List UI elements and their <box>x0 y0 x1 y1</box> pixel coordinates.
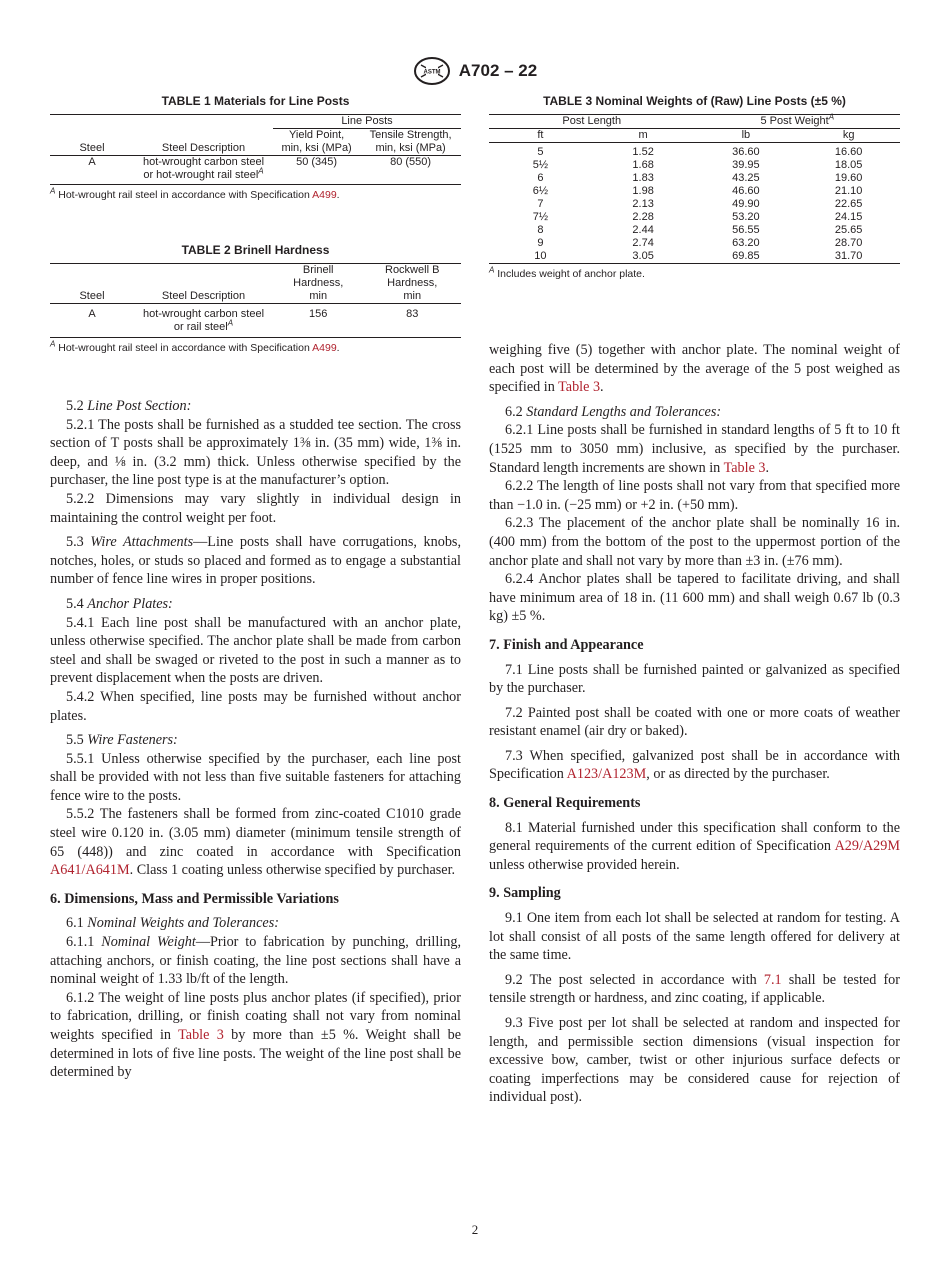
table-3-cell: 49.90 <box>732 198 760 210</box>
left-body-text <box>50 397 461 1082</box>
s8-1-text-a: 8.1 Material furnished under this specification shall conform to the general requirements of the current edition of Specification <box>489 819 900 855</box>
table-3-cell: 3.05 <box>632 250 654 262</box>
document-id: A702 – 22 <box>458 61 538 80</box>
s6-1-num: 6.1 <box>66 915 88 932</box>
table-3-col-m: m <box>638 129 648 141</box>
s9-2-text-b: shall be tested for tensile strength or hardness, and zinc coating, if applicable. <box>489 971 900 1007</box>
s6-2-title: Standard Lengths and Tolerances: <box>526 403 722 420</box>
link-table-3-c[interactable]: Table 3 <box>723 459 766 476</box>
link-table-3-b[interactable]: Table 3 <box>558 379 601 396</box>
table-3-note-sup: A <box>489 265 495 275</box>
table-3-cell: 43.25 <box>732 172 760 184</box>
table-3-cell: 2.44 <box>632 224 654 236</box>
s6-1-2-text-b: by more than ±5 %. Weight shall be determined in lots of five line posts. The weight of the line post shall be determined by <box>50 1027 462 1081</box>
table-3-note <box>489 265 900 280</box>
para-5-4-2: 5.4.2 When specified, line posts may be furnished without anchor plates. <box>50 688 461 724</box>
para-6-1-1 <box>50 933 461 989</box>
s5-3-num: 5.3 <box>66 534 91 551</box>
table-3-row <box>489 224 900 237</box>
para-9-2 <box>489 971 900 1008</box>
table-1-note-end: . <box>336 189 340 201</box>
table-2-col-desc: Steel Description <box>161 290 246 302</box>
s5-5-title: Wire Fasteners: <box>87 732 178 749</box>
page-header <box>0 56 950 86</box>
table-1-block <box>50 94 461 201</box>
table-1-cell-steel: A <box>88 156 96 168</box>
table-3-row <box>489 143 900 160</box>
table-3-col-kg: kg <box>842 129 855 141</box>
table-1-group-header: Line Posts <box>273 115 461 129</box>
table-3-cell: 22.65 <box>834 198 863 210</box>
table-3-cell: 5½ <box>532 159 549 171</box>
table-3-group-weight <box>695 112 901 129</box>
para-5-2-2: 5.2.2 Dimensions may vary slightly in individual design in maintaining the control weight per foot. <box>50 490 461 526</box>
table-3-row <box>489 159 900 172</box>
table-3-cell: 7½ <box>532 211 549 223</box>
para-9-1: 9.1 One item from each lot shall be selected at random for testing. A lot shall consist of all posts of the same length offered for delivery at the same time. <box>489 910 900 964</box>
s5-4-title: Anchor Plates: <box>87 595 173 612</box>
table-2-note-end: . <box>336 342 340 354</box>
table-3-cell: 31.70 <box>834 250 863 262</box>
logo-text: ASTM <box>423 69 441 76</box>
table-3-cell: 19.60 <box>834 172 863 184</box>
section-5-2-heading <box>50 397 461 416</box>
s5-3-text: —Line posts shall have corrugations, knobs, notches, holes, or studs so placed and formed as to engage a substantial number of fence line wires in proper positions. <box>50 534 461 588</box>
table-3-cell: 7 <box>537 198 544 210</box>
table-1-col-desc: Steel Description <box>161 142 246 154</box>
para-5-5-1: 5.5.1 Unless otherwise specified by the purchaser, each line post shall be provided with not less than five suitable fasteners for attaching fence wire to the posts. <box>50 750 461 804</box>
table-3-group-weight-text: 5 Post Weight <box>760 115 829 127</box>
table-3-cell: 46.60 <box>732 185 760 197</box>
table-3-row <box>489 172 900 185</box>
table-3-cell: 1.83 <box>632 172 654 184</box>
table-2-col-rockwell-1: Rockwell B <box>385 264 440 276</box>
table-1-col-yield-1: Yield Point, <box>288 129 345 141</box>
s6-1-1-title: Nominal Weight <box>101 934 196 951</box>
table-1-note-sup: A <box>50 186 56 196</box>
para-6-1-2 <box>50 989 461 1082</box>
table-3-cell: 28.70 <box>834 237 863 249</box>
s5-5-2-text-b: . Class 1 coating unless otherwise specified by purchaser. <box>129 862 456 879</box>
section-6-heading: 6. Dimensions, Mass and Permissible Variations <box>50 890 339 907</box>
table-2-block <box>50 243 461 354</box>
table-3-cell: 24.15 <box>834 211 863 223</box>
table-1-col-steel: Steel <box>79 142 105 154</box>
table-3-cell: 1.68 <box>632 159 654 171</box>
section-7-heading: 7. Finish and Appearance <box>489 636 644 653</box>
right-body-text <box>489 341 900 1107</box>
para-6-2-3: 6.2.3 The placement of the anchor plate shall be nominally 16 in. (400 mm) from the bottom of the post to the uppermost portion of the anchor plate and shall not vary by more than ±3 in. (±76 mm). <box>489 515 900 569</box>
table-1-note-text: Hot-wrought rail steel in accordance with Specification <box>55 189 313 201</box>
para-6-1-2-cont <box>489 341 900 397</box>
section-6-1-heading <box>50 914 461 933</box>
cont-text-b: . <box>600 379 604 396</box>
table-3-row <box>489 237 900 250</box>
table-2-desc2-text: or rail steel <box>173 321 228 333</box>
para-5-2-1: 5.2.1 The posts shall be furnished as a studded tee section. The cross section of T posts shall be approximately 1⅜ in. (35 mm) wide, 1⅜ in. deep, and ⅛ in. (3.2 mm) thick. Unless otherwise specified by the purchaser, the line post type is at the manufacturer’s option. <box>50 416 461 489</box>
table-1-caption: TABLE 1 Materials for Line Posts <box>161 94 350 108</box>
table-2-note-link[interactable]: A499 <box>312 342 337 354</box>
table-2 <box>50 263 461 338</box>
table-3-col-lb: lb <box>741 129 751 141</box>
para-5-3 <box>50 533 461 589</box>
table-3-cell: 2.13 <box>632 198 654 210</box>
table-3-cell: 21.10 <box>834 185 863 197</box>
table-2-col-rockwell-3: min <box>403 290 422 302</box>
table-3-note-text: Includes weight of anchor plate. <box>494 268 645 280</box>
table-2-col-brinell-2: Hardness, <box>293 277 344 289</box>
table-1-cell-desc2 <box>134 166 273 185</box>
table-2-caption: TABLE 2 Brinell Hardness <box>181 243 330 257</box>
para-8-1 <box>489 819 900 875</box>
table-1-desc2-sup: A <box>258 166 264 176</box>
para-9-3: 9.3 Five post per lot shall be selected at random and inspected for length, and permissible section dimensions (visual inspection for excessive bow, camber, twist or other injurious surface defects or coating imperfections may be considered cause for rejection of individual post). <box>489 1015 900 1106</box>
s5-5-num: 5.5 <box>66 732 88 749</box>
table-3-col-ft: ft <box>537 129 544 141</box>
page-number: 2 <box>471 1222 479 1237</box>
table-3-cell: 16.60 <box>834 146 863 158</box>
table-2-note-text: Hot-wrought rail steel in accordance with Specification <box>55 342 313 354</box>
table-2-col-brinell-1: Brinell <box>302 264 334 276</box>
link-7-1[interactable]: 7.1 <box>763 971 782 988</box>
table-3-cell: 1.52 <box>632 146 654 158</box>
section-5-5-heading <box>50 731 461 750</box>
table-2-col-steel: Steel <box>79 290 105 302</box>
table-3-cell: 63.20 <box>732 237 760 249</box>
table-1-note <box>50 186 461 201</box>
table-2-note <box>50 339 461 354</box>
table-3-row <box>489 250 900 264</box>
table-3-cell: 1.98 <box>632 185 654 197</box>
s8-1-text-b: unless otherwise provided herein. <box>489 856 680 873</box>
link-a123[interactable]: A123/A123M <box>566 766 647 783</box>
s5-3-title: Wire Attachments <box>90 534 194 551</box>
table-3-group-length: Post Length <box>562 115 622 127</box>
s6-1-2-text-a: 6.1.2 The weight of line posts plus anchor plates (if specified), prior to fabrication, drilling, or finish coating shall not vary from nominal weights specified in <box>50 989 461 1043</box>
table-1-cell-tensile: 80 (550) <box>390 156 432 168</box>
s6-2-1-text-b: . <box>765 459 770 476</box>
s5-4-num: 5.4 <box>66 595 88 612</box>
section-8-heading: 8. General Requirements <box>489 795 641 812</box>
table-3-row <box>489 198 900 211</box>
table-1-col-tensile-2: min, ksi (MPa) <box>375 142 446 154</box>
astm-logo-icon <box>413 56 451 86</box>
table-3-cell: 25.65 <box>834 224 863 236</box>
table-1-cell-desc1: hot-wrought carbon steel <box>142 156 265 168</box>
table-3-cell: 6 <box>537 172 544 184</box>
s5-2-num: 5.2 <box>66 398 88 414</box>
table-3-cell: 2.74 <box>632 237 654 249</box>
table-3-cell: 9 <box>537 237 544 249</box>
table-3-group-weight-sup: A <box>828 112 835 122</box>
para-6-2-1 <box>489 421 900 477</box>
table-3-cell: 5 <box>537 146 544 158</box>
table-1-desc2-text: or hot-wrought rail steel <box>143 169 259 181</box>
table-3-block <box>489 94 900 280</box>
table-3-cell: 8 <box>537 224 544 236</box>
table-3-caption: TABLE 3 Nominal Weights of (Raw) Line Posts (±5 %) <box>543 94 846 108</box>
table-2-desc2-sup: A <box>227 318 234 328</box>
table-3-cell: 10 <box>534 250 547 262</box>
para-6-2-4: 6.2.4 Anchor plates shall be tapered to facilitate driving, and shall have minimum area of 18 in. (11 600 mm) and shall weigh 0.67 lb (0.3 kg) ±5 %. <box>489 571 900 625</box>
cont-text-a: weighing five (5) together with anchor plate. The nominal weight of each post will be determined by the average of the 5 post weighed as specified in <box>489 342 900 396</box>
table-1-col-yield-2: min, ksi (MPa) <box>281 142 352 154</box>
table-2-cell-desc2 <box>134 318 273 338</box>
table-2-cell-rockwell: 83 <box>406 308 419 320</box>
table-3-cell: 39.95 <box>732 159 760 171</box>
s7-3-text-a: 7.3 When specified, galvanized post shall be in accordance with Specification <box>489 747 900 783</box>
table-3-cell: 2.28 <box>632 211 654 223</box>
s7-3-text-b: , or as directed by the purchaser. <box>646 766 830 783</box>
table-2-note-sup: A <box>50 339 56 349</box>
s6-2-1-text-a: 6.2.1 Line posts shall be furnished in standard lengths of 5 ft to 10 ft (1525 mm to 3050 mm) inclusive, as specified by the purchaser. Standard length increments are shown in <box>489 422 900 476</box>
s6-1-1-text: —Prior to fabrication by punching, drilling, attaching anchors, or finish coating, the line post sections shall have a nominal weight of 1.33 lb/ft of the length. <box>50 934 461 988</box>
table-2-col-rockwell-2: Hardness, <box>387 277 438 289</box>
section-6-2-heading <box>489 403 900 422</box>
table-3-cell: 69.85 <box>732 250 760 262</box>
table-3-cell: 53.20 <box>732 211 760 223</box>
section-5-4-heading <box>50 595 461 614</box>
para-7-3 <box>489 747 900 784</box>
table-2-cell-desc1: hot-wrought carbon steel <box>142 308 265 320</box>
table-3-row <box>489 185 900 198</box>
table-3-cell: 36.60 <box>732 146 760 158</box>
link-table-3-a[interactable]: Table 3 <box>178 1027 224 1043</box>
s9-2-text-a: 9.2 The post selected in accordance with <box>505 971 764 988</box>
table-3 <box>489 114 900 264</box>
table-2-cell-steel: A <box>88 308 96 320</box>
table-3-cell: 56.55 <box>732 224 760 236</box>
para-7-1: 7.1 Line posts shall be furnished painted or galvanized as specified by the purchaser. <box>489 661 900 697</box>
section-9-heading: 9. Sampling <box>489 885 561 902</box>
para-5-5-2 <box>50 805 461 879</box>
table-1-col-tensile-1: Tensile Strength, <box>369 129 452 141</box>
table-1-note-link[interactable]: A499 <box>312 189 337 201</box>
link-a29[interactable]: A29/A29M <box>834 838 900 855</box>
table-3-row <box>489 211 900 224</box>
link-a641[interactable]: A641/A641M <box>50 862 130 879</box>
table-2-cell-brinell: 156 <box>309 308 328 320</box>
s6-1-1-num: 6.1.1 <box>66 934 102 951</box>
table-3-cell: 18.05 <box>834 159 863 171</box>
s6-1-title: Nominal Weights and Tolerances: <box>87 915 279 932</box>
table-3-body <box>489 143 900 264</box>
table-3-cell: 6½ <box>532 185 549 197</box>
para-7-2: 7.2 Painted post shall be coated with one or more coats of weather resistant enamel (air dry or baked). <box>489 704 900 740</box>
s5-5-2-text-a: 5.5.2 The fasteners shall be formed from zinc-coated C1010 grade steel wire 0.120 in. (3.05 mm) diameter (minimum tensile strength of 65 (448)) and zinc coated in accordance with Specification <box>50 806 461 860</box>
table-1 <box>50 114 461 185</box>
para-5-4-1: 5.4.1 Each line post shall be manufactured with an anchor plate, unless otherwise specified. The anchor plate shall be made from carbon steel and shall be swaged or riveted to the post in such a manner as to prevent displacement when the posts are driven. <box>50 614 461 687</box>
para-6-2-2: 6.2.2 The length of line posts shall not vary from that specified more than −1.0 in. (−25 mm) or +2 in. (+50 mm). <box>489 478 900 513</box>
table-1-cell-yield: 50 (345) <box>296 156 338 168</box>
s5-2-title: Line Post Section: <box>87 398 192 414</box>
s6-2-num: 6.2 <box>505 403 527 420</box>
table-2-col-brinell-3: min <box>309 290 328 302</box>
